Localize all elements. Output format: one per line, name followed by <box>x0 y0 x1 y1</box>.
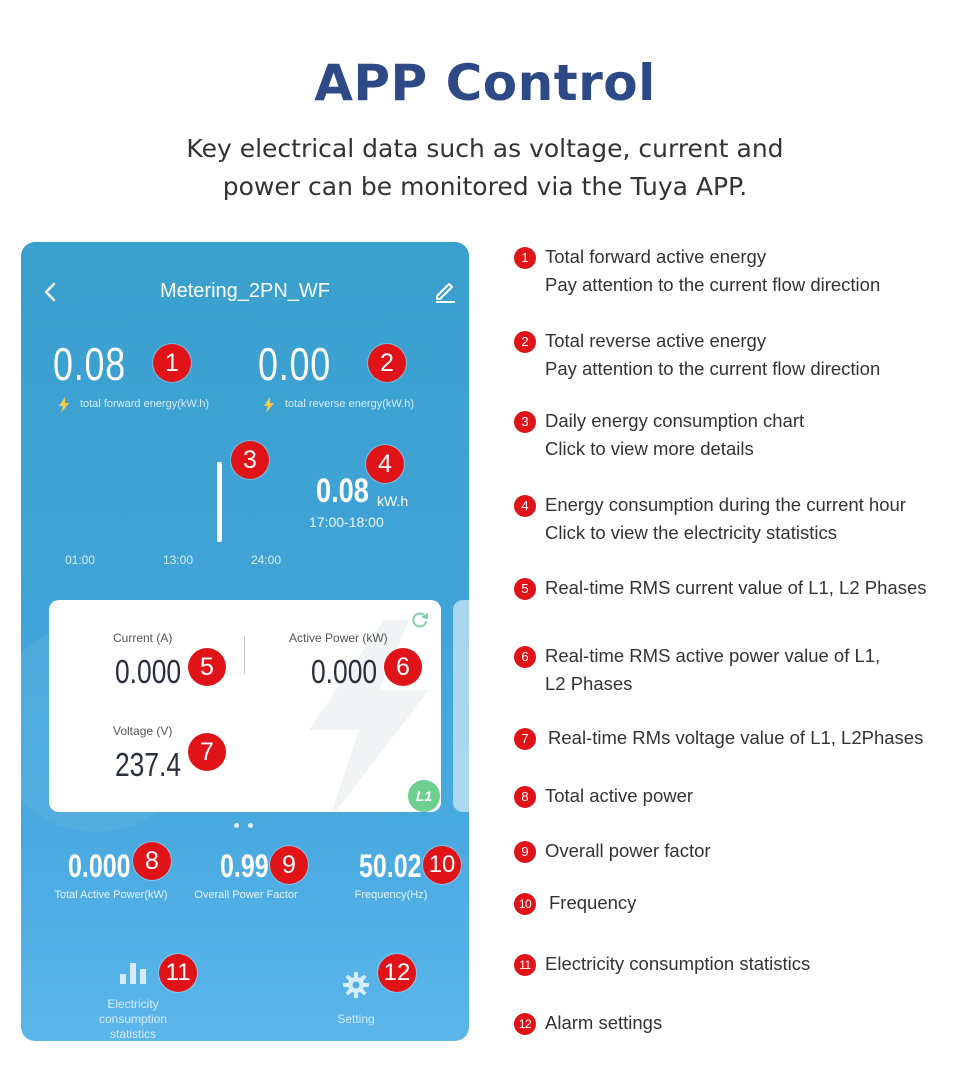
subtitle-line-1: Key electrical data such as voltage, current and <box>186 134 784 163</box>
gear-icon <box>343 972 369 998</box>
legend-text: Energy consumption during the current hour Click to view the electricity statistics <box>545 494 906 543</box>
legend-number-badge: 10 <box>514 893 536 915</box>
callout-badge-10: 10 <box>423 846 461 884</box>
page-subtitle <box>0 130 970 206</box>
legend-number-badge: 11 <box>514 954 536 976</box>
legend-text: Total active power <box>545 785 694 806</box>
callout-badge-5: 5 <box>188 648 226 686</box>
legend-number-badge: 9 <box>514 841 536 863</box>
legend-number-badge: 4 <box>514 495 536 517</box>
nav-label-setting: Setting <box>337 1012 375 1026</box>
legend-text: Electricity consumption statistics <box>545 953 811 974</box>
refresh-icon[interactable] <box>410 610 430 630</box>
phase-badge: L1 <box>408 780 440 812</box>
legend-text: Total reverse active energy Pay attention to the current flow direction <box>545 330 881 379</box>
legend-text: Real-time RMS current value of L1, L2 Phases <box>545 577 927 598</box>
callout-badge-12: 12 <box>378 954 416 992</box>
legend-number-badge: 12 <box>514 1013 536 1035</box>
callout-badge-8: 8 <box>133 842 171 880</box>
legend-text: Alarm settings <box>545 1012 663 1033</box>
legend-text: Real-time RMs voltage value of L1, L2Phases <box>548 727 924 748</box>
callout-badge-2: 2 <box>368 344 406 382</box>
page-title: APP Control <box>314 54 656 112</box>
page-indicator-dot <box>248 823 253 828</box>
current-hour-value: 0.08 <box>316 472 369 510</box>
callout-badge-1: 1 <box>153 344 191 382</box>
legend-number-badge: 6 <box>514 646 536 668</box>
page-indicator-dot <box>234 823 239 828</box>
legend-number-badge: 5 <box>514 578 536 600</box>
next-phase-card[interactable] <box>453 600 469 812</box>
total-active-power-label: Total Active Power(kW) <box>54 889 168 901</box>
current-label: Current (A) <box>113 631 173 645</box>
forward-energy-value[interactable]: 0.08 <box>53 338 126 390</box>
legend-number-badge: 1 <box>514 247 536 269</box>
legend-text: Total forward active energy Pay attention to the current flow direction <box>545 246 881 295</box>
chart-bar <box>217 462 222 542</box>
callout-badge-3: 3 <box>231 441 269 479</box>
legend-text: Daily energy consumption chart Click to view more details <box>545 410 805 459</box>
bolt-icon <box>57 397 71 413</box>
active-power-value: 0.000 <box>311 653 378 690</box>
bar-chart-icon <box>119 960 147 984</box>
legend-text: Frequency <box>549 892 637 913</box>
callout-badge-7: 7 <box>188 733 226 771</box>
legend-text: Real-time RMS active power value of L1, L2 Phases <box>545 645 881 694</box>
voltage-label: Voltage (V) <box>113 724 173 738</box>
voltage-value: 237.4 <box>115 746 182 783</box>
divider <box>244 636 245 674</box>
chart-tick-label: 13:00 <box>163 553 194 567</box>
legend-number-badge: 2 <box>514 331 536 353</box>
edit-icon[interactable] <box>433 278 457 304</box>
current-value: 0.000 <box>115 653 182 690</box>
power-factor-value: 0.99 <box>220 848 269 884</box>
callout-badge-4: 4 <box>366 445 404 483</box>
active-power-label: Active Power (kW) <box>289 631 388 645</box>
legend-text: Overall power factor <box>545 840 711 861</box>
app-screen <box>21 242 469 1041</box>
legend-number-badge: 3 <box>514 411 536 433</box>
legend-number-badge: 7 <box>514 728 536 750</box>
current-hour-range: 17:00-18:00 <box>309 514 384 530</box>
nav-label-statistics: Electricity consumption statistics <box>98 997 168 1041</box>
current-hour-unit: kW.h <box>377 493 409 509</box>
frequency-label: Frequency(Hz) <box>354 889 428 901</box>
legend-number-badge: 8 <box>514 786 536 808</box>
chart-tick-label: 01:00 <box>65 553 96 567</box>
callout-badge-9: 9 <box>270 846 308 884</box>
subtitle-line-2: power can be monitored via the Tuya APP. <box>222 172 748 201</box>
phase-card[interactable] <box>49 600 441 812</box>
frequency-value: 50.02 <box>359 848 422 884</box>
total-active-power-value: 0.000 <box>68 848 131 884</box>
bolt-icon <box>262 397 276 413</box>
forward-energy-label: total forward energy(kW.h) <box>80 398 209 410</box>
chart-tick-label: 24:00 <box>251 553 282 567</box>
reverse-energy-value[interactable]: 0.00 <box>258 338 331 390</box>
reverse-energy-label: total reverse energy(kW.h) <box>285 398 414 410</box>
device-title: Metering_2PN_WF <box>159 280 331 302</box>
callout-badge-11: 11 <box>159 954 197 992</box>
callout-badge-6: 6 <box>384 648 422 686</box>
power-factor-label: Overall Power Factor <box>194 889 298 901</box>
